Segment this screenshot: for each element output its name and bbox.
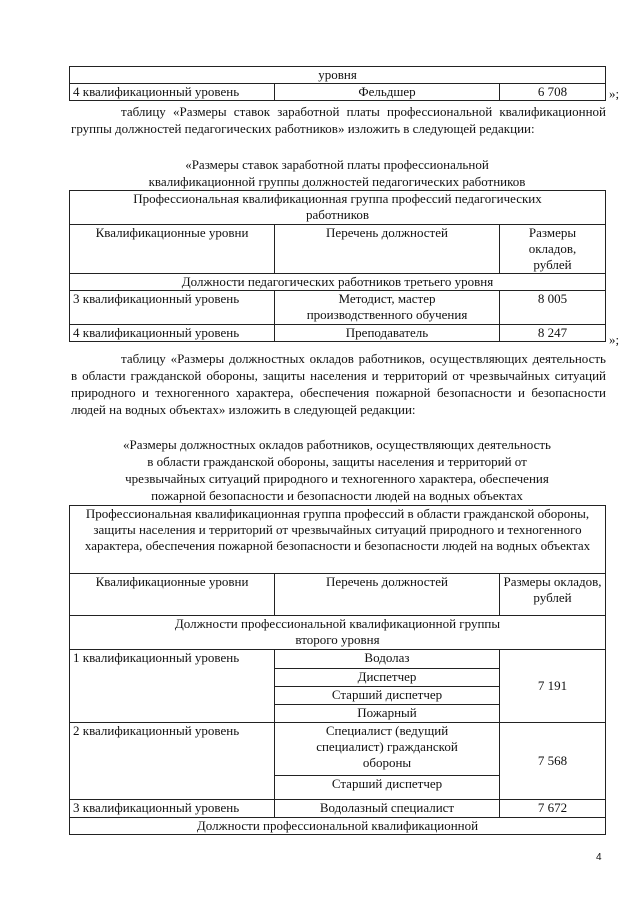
teachers-table-title — [70, 156, 604, 190]
table2-close-quote: »; — [609, 332, 620, 347]
table3-level1-amount: 7 191 — [500, 650, 606, 723]
paragraph-civil-defense — [71, 350, 606, 418]
table2-col-level: Квалификационные уровни — [70, 225, 275, 274]
table3-level3: 3 квалификационный уровень — [70, 800, 275, 818]
table-row — [70, 325, 606, 342]
title2-line1: «Размеры ставок заработной платы профессиональной — [185, 157, 489, 172]
table3-level1-position-1: Водолаз — [275, 650, 500, 669]
table-row — [70, 291, 606, 325]
table2-group-header: Профессиональная квалификационная группа профессий педагогических работников — [70, 191, 606, 225]
paragraph-teachers — [71, 103, 606, 137]
table3-col-amount: Размеры окладов, рублей — [500, 574, 606, 616]
page-number: 4 — [596, 852, 602, 863]
table3-level2-position-1: Специалист (ведущий специалист) гражданской обороны — [275, 723, 500, 776]
title3-line2: в области гражданской обороны, защиты населения и территорий от — [147, 454, 527, 469]
table2-row1-position: Методист, мастер производственного обучения — [275, 291, 500, 325]
table3-level2-position-2: Старший диспетчер — [275, 776, 500, 800]
table-civil-defense — [69, 505, 606, 835]
table3-level1-position-2: Диспетчер — [275, 669, 500, 687]
table2-col-positions: Перечень должностей — [275, 225, 500, 274]
table-feldsher — [69, 66, 606, 101]
title2-line2: квалификационной группы должностей педагогических работников — [148, 174, 526, 189]
table3-col-positions: Перечень должностей — [275, 574, 500, 616]
table3-level2: 2 квалификационный уровень — [70, 723, 275, 800]
table3-level3-position: Водолазный специалист — [275, 800, 500, 818]
paragraph1-text: «Размеры ставок заработной платы профессиональной квалификационной группы должностей педагогических работников» изложить в следующей редакции: — [71, 104, 606, 136]
table2-col-amount: Размеры окладов, рублей — [500, 225, 606, 274]
table1-position: Фельдшер — [275, 84, 500, 101]
table3-level3-amount: 7 672 — [500, 800, 606, 818]
table2-row2-position: Преподаватель — [275, 325, 500, 342]
table-row — [70, 723, 606, 776]
table3-col-level: Квалификационные уровни — [70, 574, 275, 616]
table3-level1-position-3: Старший диспетчер — [275, 687, 500, 705]
table2-row1-amount: 8 005 — [500, 291, 606, 325]
table3-level2-amount: 7 568 — [500, 723, 606, 800]
table3-group-header: Профессиональная квалификационная группа профессий в области гражданской обороны, защиты населения и территорий от чрезвычайных ситуаций природного и техногенного характера, обеспечения пожарной безопасности и безопасности людей на водных объектах — [70, 506, 606, 574]
table1-amount: 6 708 — [500, 84, 606, 101]
paragraph2-text: «Размеры должностных окладов работников, осуществляющих деятельность в области гражданской обороны, защиты населения и территорий от чрезвычайных ситуаций природного и техногенного характера, обеспечения пожарной безопасности и безопасности людей на водных объектах» изложить в следующей редакции: — [71, 351, 606, 417]
table3-section1: Должности профессиональной квалификационной группы второго уровня — [70, 616, 606, 650]
table3-level1-position-4: Пожарный — [275, 705, 500, 723]
table1-level: 4 квалификационный уровень — [70, 84, 275, 101]
table-row — [70, 650, 606, 669]
table2-row2-level: 4 квалификационный уровень — [70, 325, 275, 342]
table1-close-quote: »; — [609, 86, 620, 101]
table3-section2: Должности профессиональной квалификационной — [70, 818, 606, 835]
table2-row1-level: 3 квалификационный уровень — [70, 291, 275, 325]
civil-defense-table-title — [70, 436, 604, 504]
title3-line3: чрезвычайных ситуаций природного и техногенного характера, обеспечения — [125, 471, 549, 486]
paragraph2-indent-word: таблицу — [121, 351, 166, 366]
title3-line4: пожарной безопасности и безопасности людей на водных объектах — [151, 488, 523, 503]
table-row — [70, 800, 606, 818]
table2-row2-amount: 8 247 — [500, 325, 606, 342]
table1-top-text: уровня — [70, 67, 606, 84]
title3-line1: «Размеры должностных окладов работников, осуществляющих деятельность — [123, 437, 551, 452]
paragraph1-indent-word: таблицу — [121, 104, 166, 119]
table3-level1: 1 квалификационный уровень — [70, 650, 275, 723]
table-teachers — [69, 190, 606, 342]
table2-section: Должности педагогических работников третьего уровня — [70, 274, 606, 291]
